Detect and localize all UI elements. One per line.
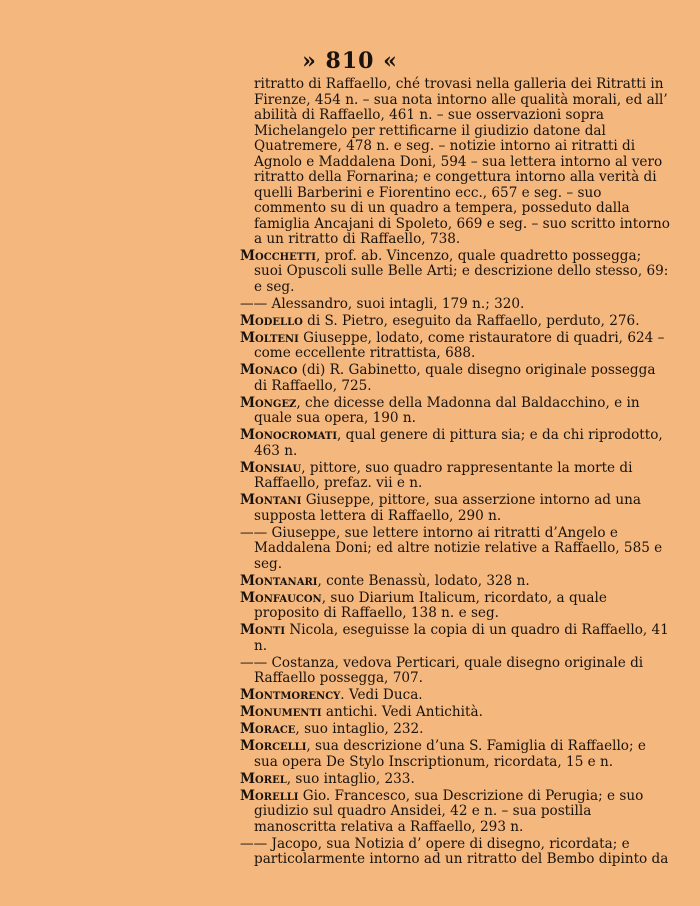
entry-text: , suo intaglio, 232. (295, 721, 424, 737)
index-entry (240, 739, 672, 770)
index-entry (240, 688, 672, 704)
entry-text: , conte Benassù, lodato, 328 n. (317, 572, 530, 589)
entry-headword: —— (240, 835, 268, 852)
entry-headword: Monocromati (240, 427, 337, 443)
entry-text: , che dicesse della Madonna dal Baldacchino, e in quale sua opera, 190 n. (254, 394, 640, 426)
index-entry (240, 837, 672, 868)
entry-headword: Monti (240, 622, 286, 638)
index-entry (240, 331, 672, 362)
entry-text: , qual genere di pittura sia; e da chi riprodotto, 463 n. (254, 427, 663, 459)
index-entry-continuation (240, 77, 672, 248)
entry-text: Giuseppe, pittore, sua asserzione intorno ad una supposta lettera di Raffaello, 290 n. (254, 492, 641, 524)
entry-text: (di) R. Gabinetto, quale disegno originale possegga di Raffaello, 725. (254, 362, 656, 394)
entry-headword: Montmorency (240, 687, 341, 703)
entry-text: . Vedi Duca. (340, 687, 423, 703)
index-entry (240, 297, 672, 313)
index-column (240, 77, 672, 869)
index-entry (240, 656, 672, 687)
entry-headword: —— (240, 295, 268, 312)
entry-text: Giuseppe, lodato, come ristauratore di quadri, 624 – come eccellente ritrattista, 688. (254, 329, 665, 361)
index-entry (240, 314, 672, 330)
index-entry (240, 249, 672, 296)
index-entry (240, 789, 672, 836)
entry-text: Giuseppe, sue lettere intorno ai ritratti d’Angelo e Maddalena Doni; ed altre notizie relative a Raffaello, 585 e seg. (254, 524, 663, 572)
index-entry (240, 363, 672, 394)
entry-headword: Monsiau (240, 459, 302, 476)
entry-headword: Mocchetti (240, 247, 316, 264)
entry-text: , pittore, suo quadro rappresentante la morte di Raffaello, prefaz. vii e n. (254, 459, 633, 491)
entry-headword: Modello (240, 312, 303, 329)
entry-text: Alessandro, suoi intagli, 179 n.; 320. (267, 295, 525, 312)
index-entry (240, 526, 672, 573)
entry-headword: Morcelli (240, 738, 307, 754)
index-entry (240, 722, 672, 738)
index-entry (240, 396, 672, 427)
entry-text: Jacopo, sua Notizia d’ opere di disegno, ricordata; e particolarmente intorno ad un ritratto del Bembo dipinto da (254, 835, 669, 867)
entry-headword: Monaco (240, 362, 298, 378)
index-entry (240, 574, 672, 590)
entry-text: , sua descrizione d’una S. Famiglia di Raffaello; e sua opera De Stylo Inscriptionum, ricordata, 15 e n. (254, 738, 646, 770)
index-entry (240, 772, 672, 788)
entry-headword: —— (240, 524, 268, 541)
entry-headword: Montanari (240, 572, 318, 589)
entry-text: di S. Pietro, eseguito da Raffaello, perduto, 276. (302, 312, 640, 329)
entry-headword: Morel (240, 770, 287, 787)
entry-headword: —— (240, 654, 268, 671)
entry-text: antichi. Vedi Antichità. (321, 704, 483, 720)
index-entry (240, 591, 672, 622)
entry-headword: Mongez (240, 394, 297, 411)
entry-text: ritratto di Raffaello, ché trovasi nella galleria dei Ritratti in Firenze, 454 n. – sua nota intorno alle qualità morali, ed all’ abilità di Raffaello, 461 n. – sue osservazioni sopra Michelangelo per rettificarne il giudizio datone dal Quatremere, 478 n. e seg. – notizie intorno ai ritratti di Agnolo e Maddalena Doni, 594 – sua lettera intorno al vero ritratto della Fornarina; e congettura intorno alla verità di quelli Barberini e Fiorentino ecc., 657 e seg. – suo commento su di un quadro a tempera, posseduto dalla famiglia Ancajani di Spoleto, 669 e seg. – suo scritto intorno a un ritratto di Raffaello, 738. (254, 76, 670, 247)
index-entry (240, 428, 672, 459)
entry-text: , suo intaglio, 233. (286, 770, 415, 787)
entry-headword: Montani (240, 492, 302, 508)
entry-text: Gio. Francesco, sua Descrizione di Perugia; e suo giudizio sul quadro Ansidei, 42 e n. – sua postilla manoscritta relativa a Raffaello, 293 n. (254, 787, 644, 835)
entry-headword: Monumenti (240, 704, 322, 720)
index-entry (240, 493, 672, 524)
entry-text: , prof. ab. Vincenzo, quale quadretto possegga; suoi Opuscoli sulle Belle Arti; e descrizione dello stesso, 69: e seg. (254, 247, 669, 295)
entry-headword: Morace (240, 721, 296, 737)
entry-text: Costanza, vedova Perticari, quale disegno originale di Raffaello possegga, 707. (254, 654, 644, 686)
entry-text: Nicola, eseguisse la copia di un quadro di Raffaello, 41 n. (254, 622, 669, 654)
index-entry (240, 705, 672, 721)
entry-headword: Monfaucon (240, 589, 322, 606)
index-entry (240, 461, 672, 492)
entry-text: , suo Diarium Italicum, ricordato, a quale proposito di Raffaello, 138 n. e seg. (254, 589, 607, 621)
entry-headword: Molteni (240, 329, 299, 346)
page-number: » 810 « (302, 48, 398, 74)
entry-headword: Morelli (240, 787, 299, 804)
index-entry (240, 623, 672, 654)
